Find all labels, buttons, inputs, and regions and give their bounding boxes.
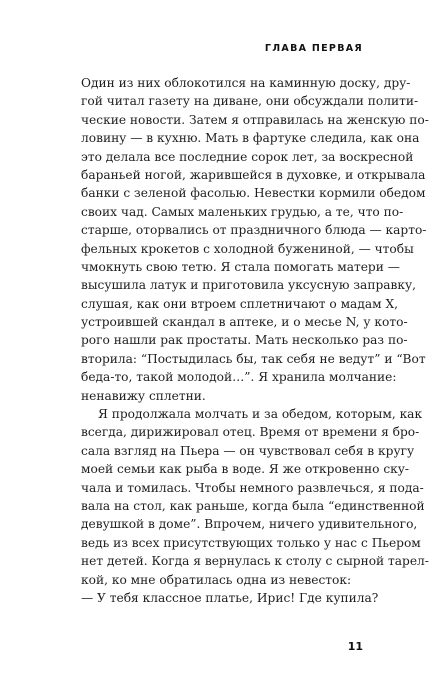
text-line: рого нашли рак простаты. Мать несколько раз по- <box>81 333 408 348</box>
text-line: вала на стол, как раньше, когда была “единственной <box>81 498 425 513</box>
text-line: чмокнуть свою тетю. Я стала помогать матери — <box>81 259 400 274</box>
page-number: 11 <box>347 640 363 653</box>
text-line: ненавижу сплетни. <box>81 388 206 403</box>
chapter-title: ГЛАВА ПЕРВАЯ <box>264 43 363 54</box>
text-line: это делала все последние сорок лет, за воскресной <box>81 149 414 164</box>
text-line: ческие новости. Затем я отправилась на женскую по- <box>81 112 429 127</box>
body-text <box>81 74 429 607</box>
text-line: Один из них облокотился на каминную доску, дру- <box>81 76 411 90</box>
text-line: моей семьи как рыба в воде. Я же откровенно ску- <box>81 462 410 477</box>
text-line: девушкой в доме”. Впрочем, ничего удивительного, <box>81 517 418 532</box>
text-line: устроившей скандал в аптеке, и о месье N, у кото- <box>81 315 408 330</box>
text-line: бараньей ногой, жарившейся в духовке, и открывала <box>81 167 426 182</box>
text-line: вторила: “Постыдилась бы, так себя не ведут” и “Вот <box>81 351 426 366</box>
text-line: беда-то, такой молодой…”. Я хранила молчание: <box>81 370 397 385</box>
text-line: гой читал газету на диване, они обсуждали полити- <box>81 94 419 109</box>
text-line: всегда, дирижировал отец. Время от времени я бро- <box>81 425 420 440</box>
text-line: нет детей. Когда я вернулась к столу с сырной тарел- <box>81 554 429 569</box>
text-line: ловину — в кухню. Мать в фартуке следила, как она <box>81 131 420 146</box>
text-line: ведь из всех присутствующих только у нас с Пьером <box>81 535 421 550</box>
text-line: кой, ко мне обратилась одна из невесток: <box>81 572 352 587</box>
text-line: сала взгляд на Пьера — он чувствовал себя в кругу <box>81 443 415 458</box>
text-line: Я продолжала молчать и за обедом, которым, как <box>98 407 423 422</box>
text-line: чала и томилась. Чтобы немного развлечься, я пода- <box>81 480 424 495</box>
dialogue-line: — У тебя классное платье, Ирис! Где купила? <box>81 590 379 605</box>
text-line: фельных крокетов с холодной бужениной, — чтобы <box>81 241 414 256</box>
text-line: банки с зеленой фасолью. Невестки кормили обедом <box>81 186 426 201</box>
text-line: старше, оторвались от праздничного блюда — карто- <box>81 223 427 238</box>
text-line: слушая, как они втроем сплетничают о мадам X, <box>81 296 398 311</box>
text-line: своих чад. Самых маленьких грудью, а те, что по- <box>81 204 404 219</box>
text-line: высушила латук и приготовила уксусную заправку, <box>81 278 417 293</box>
